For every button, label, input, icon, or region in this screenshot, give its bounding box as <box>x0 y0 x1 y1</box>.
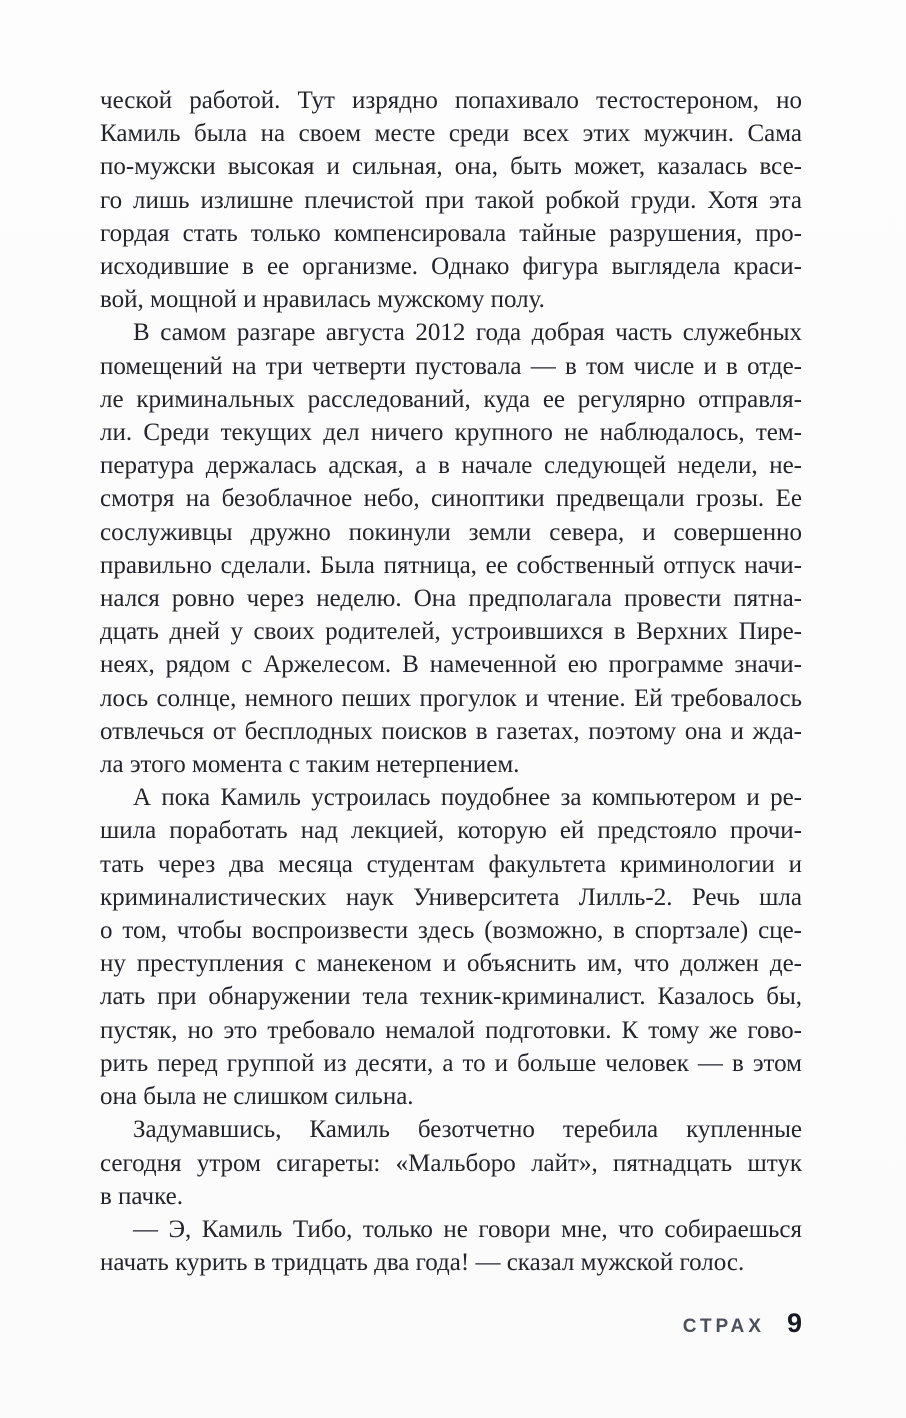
text-line: нался ровно через неделю. Она предполагала провести пятна- <box>100 585 802 613</box>
text-line: ческой работой. Тут изрядно попахивало тестостероном, но <box>100 87 802 114</box>
page-number: 9 <box>786 1308 802 1338</box>
text-line: тать через два месяца студентам факультета криминологии и <box>100 850 802 878</box>
text-line: начать курить в тридцать два года! — сказал мужской голос. <box>100 1249 745 1277</box>
text-line: сослуживцы дружно покинули земли севера, и совершенно <box>100 518 802 546</box>
text-line: сегодня утром сигареты: «Мальборо лайт», пятнадцать штук <box>100 1149 802 1177</box>
text-line: правильно сделали. Была пятница, ее собственный отпуск начи- <box>100 551 802 579</box>
text-line: криминалистических наук Университета Лилль-2. Речь шла <box>100 883 802 911</box>
text-line: лось солнце, немного пеших прогулок и чтение. Ей требовалось <box>100 684 802 712</box>
text-line: шила поработать над лекцией, которую ей предстояло прочи- <box>100 817 802 845</box>
text-line: вой, мощной и нравилась мужскому полу. <box>100 286 545 314</box>
page-text <box>100 84 802 1279</box>
paragraph <box>100 316 802 781</box>
text-line: ну преступления с манекеном и объяснить им, что должен де- <box>100 950 802 978</box>
text-line: пустяк, но это требовало немалой подготовки. К тому же гово- <box>100 1016 802 1044</box>
text-line: неях, рядом с Аржелесом. В намеченной ею программе значи- <box>100 651 802 679</box>
text-line: А пока Камиль устроилась поудобнее за компьютером и ре- <box>133 784 802 812</box>
text-line: гордая стать только компенсировала тайные разрушения, про- <box>100 219 802 247</box>
text-line: исходившие в ее организме. Однако фигура выглядела краси- <box>100 253 802 281</box>
text-line: она была не слишком сильна. <box>100 1083 414 1111</box>
text-line: по-мужски высокая и сильная, она, быть может, казалась все- <box>100 153 802 181</box>
text-line: — Э, Камиль Тибо, только не говори мне, что собираешься <box>133 1215 802 1243</box>
text-line: в пачке. <box>100 1182 183 1210</box>
text-line: пература держалась адская, а в начале следующей недели, не- <box>100 452 802 480</box>
text-line: отвлечься от бесплодных поисков в газетах, поэтому она и жда- <box>100 717 802 745</box>
page-footer <box>100 1308 802 1339</box>
paragraph <box>100 84 802 316</box>
text-line: рить перед группой из десяти, а то и больше человек — в этом <box>100 1049 802 1077</box>
text-line: В самом разгаре августа 2012 года добрая часть служебных <box>133 319 802 347</box>
paragraph <box>100 1213 802 1279</box>
text-line: лать при обнаружении тела техник-криминалист. Казалось бы, <box>100 983 802 1011</box>
text-line: ла этого момента с таким нетерпением. <box>100 751 520 779</box>
text-line: дцать дней у своих родителей, устроившихся в Верхних Пире- <box>100 618 802 646</box>
text-line: помещений на три четверти пустовала — в том числе и в отде- <box>100 352 802 380</box>
running-title: СТРАХ <box>682 1316 765 1337</box>
text-line: ли. Среди текущих дел ничего крупного не наблюдалось, тем- <box>100 419 802 447</box>
text-line: смотря на безоблачное небо, синоптики предвещали грозы. Ее <box>100 485 802 513</box>
paragraph <box>100 1113 802 1213</box>
paragraph <box>100 781 802 1113</box>
text-line: го лишь излишне плечистой при такой робкой груди. Хотя эта <box>100 186 802 214</box>
text-line: Задумавшись, Камиль безотчетно теребила купленные <box>133 1116 802 1144</box>
text-line: о том, чтобы воспроизвести здесь (возможно, в спортзале) сце- <box>100 917 802 945</box>
text-line: Камиль была на своем месте среди всех этих мужчин. Сама <box>100 120 802 148</box>
text-line: ле криминальных расследований, куда ее регулярно отправля- <box>100 385 802 413</box>
